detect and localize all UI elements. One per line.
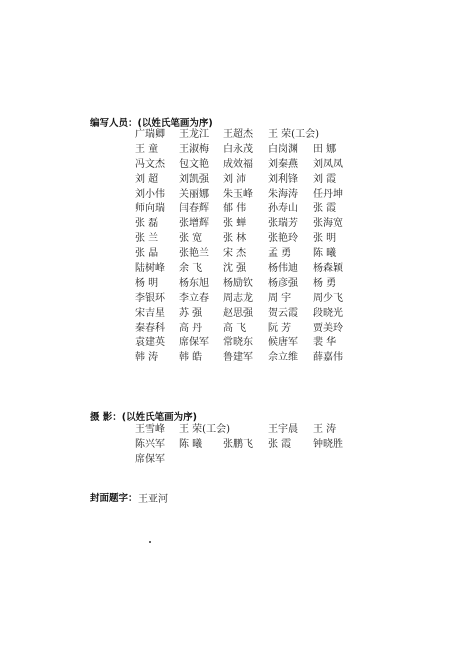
person-name: 刘凤凤 (313, 158, 343, 170)
person-name: 郁 伟 (223, 203, 247, 215)
person-name: 王雪峰 (135, 424, 165, 435)
person-name: 刘 超 (135, 173, 159, 185)
person-name: 张瑞芳 (268, 218, 298, 230)
person-name: 周 宇 (268, 292, 292, 304)
person-name: 刘小伟 (135, 188, 165, 200)
person-name: 白岗渊 (268, 143, 298, 155)
writers-section-label: 编写人员：(以姓氏笔画为序) (90, 118, 213, 129)
person-name: 田 娜 (313, 143, 337, 155)
person-name: 宋 杰 (223, 248, 247, 260)
person-name: 韩 涛 (135, 352, 159, 364)
person-name: 席保军 (135, 453, 165, 465)
person-name: 张鹏飞 (223, 438, 253, 450)
person-name: 杨 勇 (313, 277, 337, 289)
person-name: 李银环 (135, 292, 165, 304)
cover-title-name: 王亚河 (138, 494, 168, 505)
person-name: 高 飞 (223, 322, 247, 334)
person-name: 刘 霞 (313, 173, 337, 185)
person-name: 陈 曦 (313, 248, 337, 260)
person-name: 沈 强 (223, 263, 247, 275)
person-name: 常晓东 (223, 337, 253, 349)
person-name: 张海宽 (313, 218, 343, 230)
stray-dot-mark (149, 541, 151, 543)
person-name: 余 飞 (179, 263, 203, 275)
person-name: 张 磊 (135, 218, 159, 230)
person-name: 杨伟迪 (268, 263, 298, 275)
cover-title-label: 封面题字： (90, 493, 138, 504)
person-name: 佘立维 (268, 352, 298, 364)
person-name: 张 明 (313, 233, 337, 245)
person-name: 袁建英 (135, 337, 165, 349)
person-name: 闫春辉 (179, 203, 209, 215)
person-name: 王龙江 (179, 129, 209, 140)
person-name: 杨东旭 (179, 277, 209, 289)
person-name: 钟晓胜 (313, 438, 343, 450)
person-name: 高 丹 (179, 322, 203, 334)
person-name: 刘 沛 (223, 173, 247, 185)
person-name: 孟 勇 (268, 248, 292, 260)
person-name: 师向瑞 (135, 203, 165, 215)
person-name: 赵思强 (223, 307, 253, 319)
person-name: 贺云霞 (268, 307, 298, 319)
person-name: 朱海涛 (268, 188, 298, 200)
person-name: 苏 强 (179, 307, 203, 319)
person-name: 张艳兰 (179, 248, 209, 260)
person-name: 王超杰 (223, 129, 253, 140)
person-name: 张 兰 (135, 233, 159, 245)
person-name: 成效福 (223, 158, 253, 170)
person-name: 宋吉星 (135, 307, 165, 319)
person-name: 秦春科 (135, 322, 165, 334)
person-name: 裴 华 (313, 337, 337, 349)
person-name: 陈兴军 (135, 438, 165, 450)
person-name: 王 涛 (313, 424, 337, 435)
person-name: 任丹坤 (313, 188, 343, 200)
person-name: 张艳玲 (268, 233, 298, 245)
person-name: 周少飞 (313, 292, 343, 304)
person-name: 刘凯强 (179, 173, 209, 185)
person-name: 贾美玲 (313, 322, 343, 334)
person-name: 陆树峰 (135, 263, 165, 275)
person-name: 陈 曦 (179, 438, 203, 450)
person-name: 张 宽 (179, 233, 203, 245)
person-name: 王 荣(工会) (179, 424, 230, 435)
person-name: 杨 明 (135, 277, 159, 289)
person-name: 张 霞 (313, 203, 337, 215)
person-name: 李立春 (179, 292, 209, 304)
person-name: 王淑梅 (179, 143, 209, 155)
person-name: 杨励钦 (223, 277, 253, 289)
photography-section-label: 摄 影：(以姓氏笔画为序) (90, 412, 197, 423)
person-name: 张 晶 (135, 248, 159, 260)
person-name: 杨森颖 (313, 263, 343, 275)
person-name: 关丽娜 (179, 188, 209, 200)
person-name: 鲁建军 (223, 352, 253, 364)
person-name: 刘秦燕 (268, 158, 298, 170)
person-name: 阮 芳 (268, 322, 292, 334)
person-name: 席保军 (179, 337, 209, 349)
person-name: 王 童 (135, 143, 159, 155)
person-name: 张 霞 (268, 438, 292, 450)
person-name: 张 林 (223, 233, 247, 245)
person-name: 朱玉峰 (223, 188, 253, 200)
person-name: 孙寿山 (268, 203, 298, 215)
person-name: 候唐军 (268, 337, 298, 349)
person-name: 王宇晨 (268, 424, 298, 435)
person-name: 张增辉 (179, 218, 209, 230)
person-name: 王 荣(工会) (268, 129, 319, 140)
person-name: 冯文杰 (135, 158, 165, 170)
person-name: 白永茂 (223, 143, 253, 155)
person-name: 薛嘉伟 (313, 352, 343, 364)
person-name: 刘利锋 (268, 173, 298, 185)
person-name: 张 蝉 (223, 218, 247, 230)
person-name: 包文艳 (179, 158, 209, 170)
person-name: 周志龙 (223, 292, 253, 304)
person-name: 广瑞卿 (135, 129, 165, 140)
person-name: 杨彦强 (268, 277, 298, 289)
person-name: 段晓光 (313, 307, 343, 319)
person-name: 韩 皓 (179, 352, 203, 364)
